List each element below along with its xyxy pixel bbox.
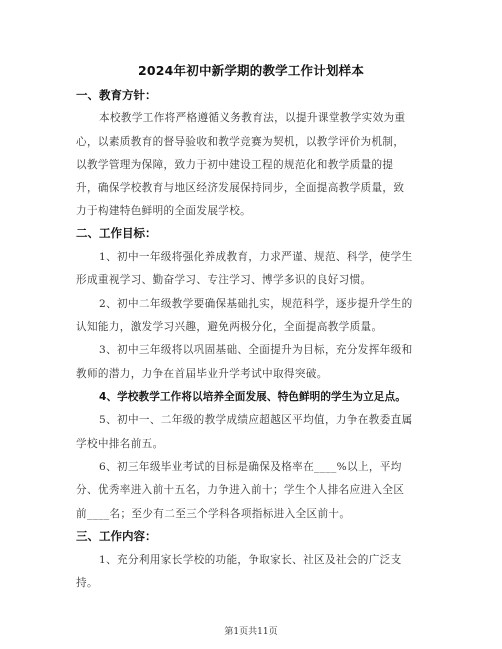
page-footer: 第1页共11页 [224, 627, 278, 637]
paragraph-line: 6、初三年级毕业考试的目标是确保及格率在____%以上，平均 [99, 461, 402, 473]
paragraph-line: 形成重视学习、勤奋学习、专注学习、博学多识的良好习惯。 [76, 274, 372, 286]
paragraph-line: 心，以素质教育的督导验收和教学竞赛为契机，以教学评价为机制， [76, 136, 405, 148]
paragraph-line: 1、初中一年级将强化养成教育，力求严谨、规范、科学，使学生 [99, 251, 413, 263]
paragraph-line: 以教学管理为保障，致力于初中建设工程的规范化和教学质量的提 [76, 159, 394, 171]
paragraph-line: 1、充分利用家长学校的功能，争取家长、社区及社会的广泛支 [99, 554, 402, 566]
paragraph-line: 学校中排名前五。 [76, 438, 164, 450]
paragraph-line-bold: 4、学校教学工作将以培养全面发展、特色鲜明的学生为立足点。 [99, 391, 406, 403]
paragraph-line: 前____名；至少有二至三个学科各项指标进入全区前十。 [76, 508, 351, 520]
paragraph-line: 认知能力，激发学习兴趣，避免两极分化，全面提高教学质量。 [76, 321, 383, 333]
paragraph-line: 5、初中一、二年级的教学成绩应超越区平均值，力争在教委直属 [99, 414, 413, 426]
paragraph-line: 升，确保学校教育与地区经济发展保持同步，全面提高教学质量，致 [76, 182, 405, 194]
paragraph-line: 分、优秀率进入前十五名，力争进入前十；学生个人排名应进入全区 [76, 484, 405, 496]
section-heading-guideline: 一、教育方针： [76, 88, 157, 102]
paragraph-line: 2、初中二年级教学要确保基础扎实，规范科学，逐步提升学生的 [99, 298, 413, 310]
paragraph-line: 持。 [76, 577, 98, 589]
paragraph-line: 本校教学工作将严格遵循义务教育法，以提升课堂教学实效为重 [99, 112, 406, 124]
paragraph-line: 力于构建特色鲜明的全面发展学校。 [76, 205, 252, 217]
paragraph-line: 教师的潜力，力争在首届毕业升学考试中取得突破。 [76, 368, 328, 380]
paragraph-line: 3、初中三年级将以巩固基础、全面提升为目标，充分发挥年级和 [99, 344, 413, 356]
section-heading-content: 三、工作内容： [76, 529, 157, 543]
document-title: 2024年初中新学期的教学工作计划样本 [137, 63, 365, 78]
section-heading-goals: 二、工作目标： [76, 226, 157, 240]
